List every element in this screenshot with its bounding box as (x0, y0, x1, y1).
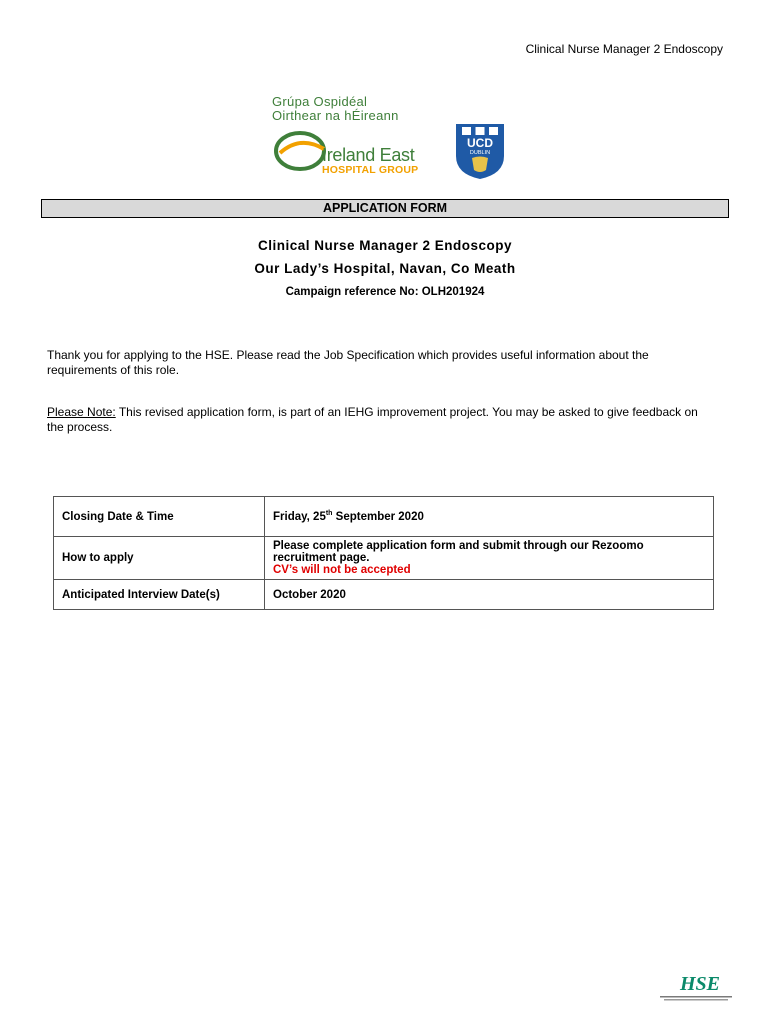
note-label: Please Note: (47, 405, 116, 419)
hse-logo-icon (656, 968, 736, 1004)
logo-subtitle: HOSPITAL GROUP (322, 164, 419, 176)
closing-date-value: Friday, 25th September 2020 (265, 497, 714, 537)
logo-irish-line-2: Oirthear na hÉireann (272, 108, 399, 123)
interview-date-value: October 2020 (265, 580, 714, 610)
how-to-apply-label: How to apply (54, 537, 265, 580)
logo-name: Ireland East (322, 145, 415, 165)
ucd-crest-icon (454, 122, 506, 180)
closing-date-label: Closing Date & Time (54, 497, 265, 537)
interview-date-label: Anticipated Interview Date(s) (54, 580, 265, 610)
campaign-reference: Campaign reference No: OLH201924 (285, 286, 485, 298)
table-row (54, 580, 714, 610)
ucd-text: UCD (467, 136, 493, 150)
intro-paragraph: Thank you for applying to the HSE. Please read the Job Specification which provides useful information about the requirements of this role. (47, 348, 649, 377)
job-title: Clinical Nurse Manager 2 Endoscopy (257, 238, 513, 253)
hospital-location: Our Lady’s Hospital, Navan, Co Meath (254, 261, 516, 276)
note-text: This revised application form, is part of an IEHG improvement project. You may be asked to give feedback on the process. (47, 405, 698, 434)
hse-text: HSE (680, 973, 721, 995)
how-to-apply-value: Please complete application form and submit through our Rezoomo recruitment page. CV’s will not be accepted (265, 537, 714, 580)
ireland-east-hospital-group-logo (272, 95, 447, 180)
note-paragraph (47, 405, 707, 435)
application-form-banner: APPLICATION FORM (41, 199, 729, 218)
logo-irish-line-1: Grúpa Ospidéal (272, 94, 368, 109)
cv-warning: CV’s will not be accepted (273, 564, 411, 576)
table-row (54, 537, 714, 580)
key-info-table (53, 496, 714, 610)
table-row (54, 497, 714, 537)
ucd-subtext: DUBLIN (469, 150, 491, 156)
running-header: Clinical Nurse Manager 2 Endoscopy (525, 42, 723, 56)
